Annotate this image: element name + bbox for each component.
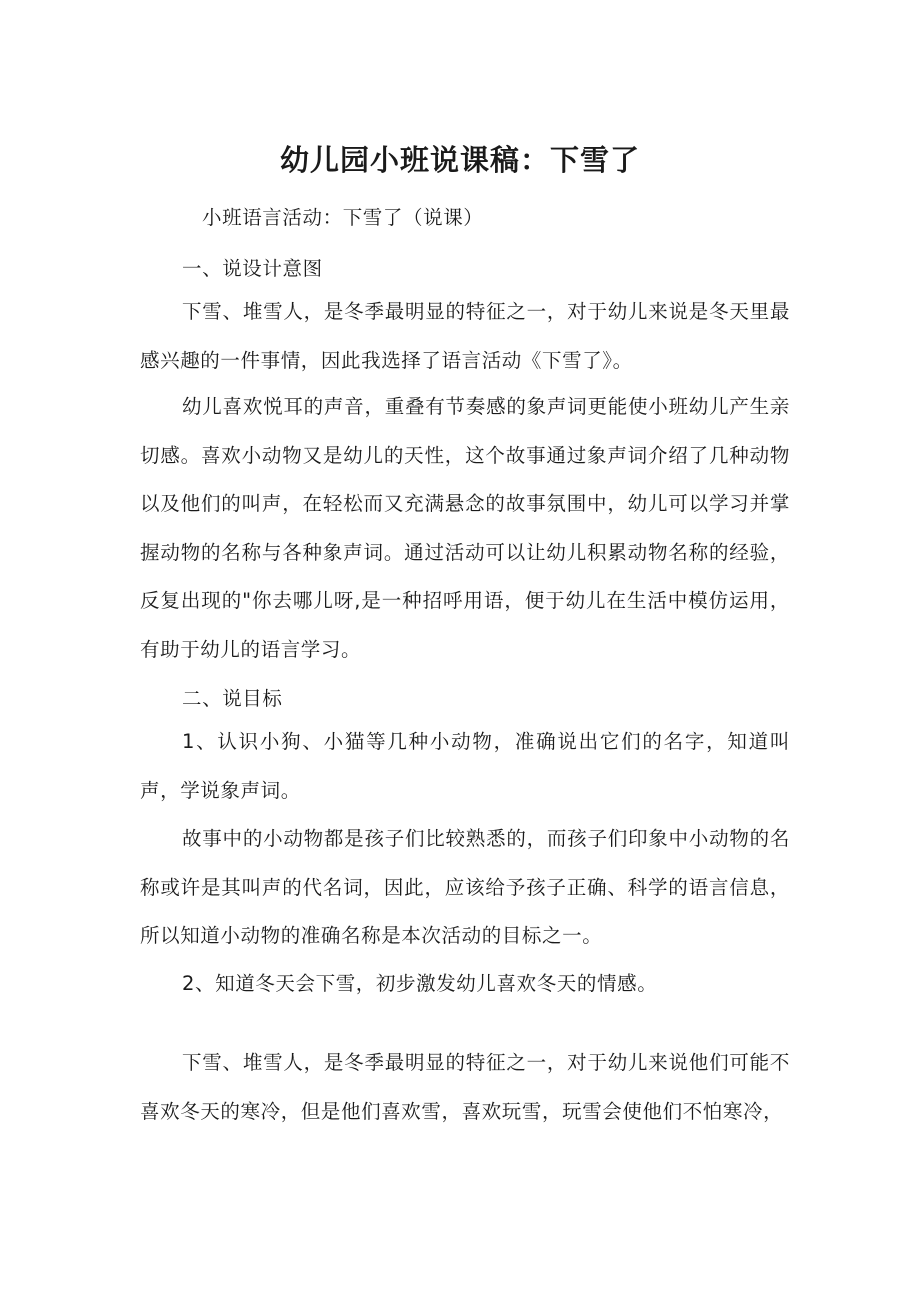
paragraph-rationale: 幼儿喜欢悦耳的声音，重叠有节奏感的象声词更能使小班幼儿产生亲切感。喜欢小动物又是幼儿的天性，这个故事通过象声词介绍了几种动物以及他们的叫声，在轻松而又充满悬念的故事氛围中，幼儿可以学习并掌握动物的名称与各种象声词。通过活动可以让幼儿积累动物名称的经验，反复出现的"你去哪儿呀,是一种招呼用语，便于幼儿在生活中模仿运用，有助于幼儿的语言学习。	[140, 395, 790, 661]
paragraph-intro: 下雪、堆雪人，是冬季最明显的特征之一，对于幼儿来说是冬天里最感兴趣的一件事情，因此我选择了语言活动《下雪了》。	[140, 300, 790, 372]
document-title: 幼儿园小班说课稿：下雪了	[279, 143, 640, 177]
section-heading-goals: 二、说目标	[182, 687, 283, 710]
paragraph-goal2-explanation: 下雪、堆雪人，是冬季最明显的特征之一，对于幼儿来说他们可能不喜欢冬天的寒冷，但是他们喜欢雪，喜欢玩雪，玩雪会使他们不怕寒冷，	[140, 1051, 790, 1123]
paragraph-goal1-explanation: 故事中的小动物都是孩子们比较熟悉的，而孩子们印象中小动物的名称或许是其叫声的代名词，因此，应该给予孩子正确、科学的语言信息，所以知道小动物的准确名称是本次活动的目标之一。	[140, 827, 790, 947]
goal-item-1: 1、认识小狗、小猫等几种小动物，准确说出它们的名字，知道叫声，学说象声词。	[140, 730, 790, 802]
goal-item-2: 2、知道冬天会下雪，初步激发幼儿喜欢冬天的情感。	[182, 972, 658, 995]
subtitle: 小班语言活动：下雪了（说课）	[202, 206, 484, 229]
section-heading-design-intent: 一、说设计意图	[182, 257, 323, 280]
